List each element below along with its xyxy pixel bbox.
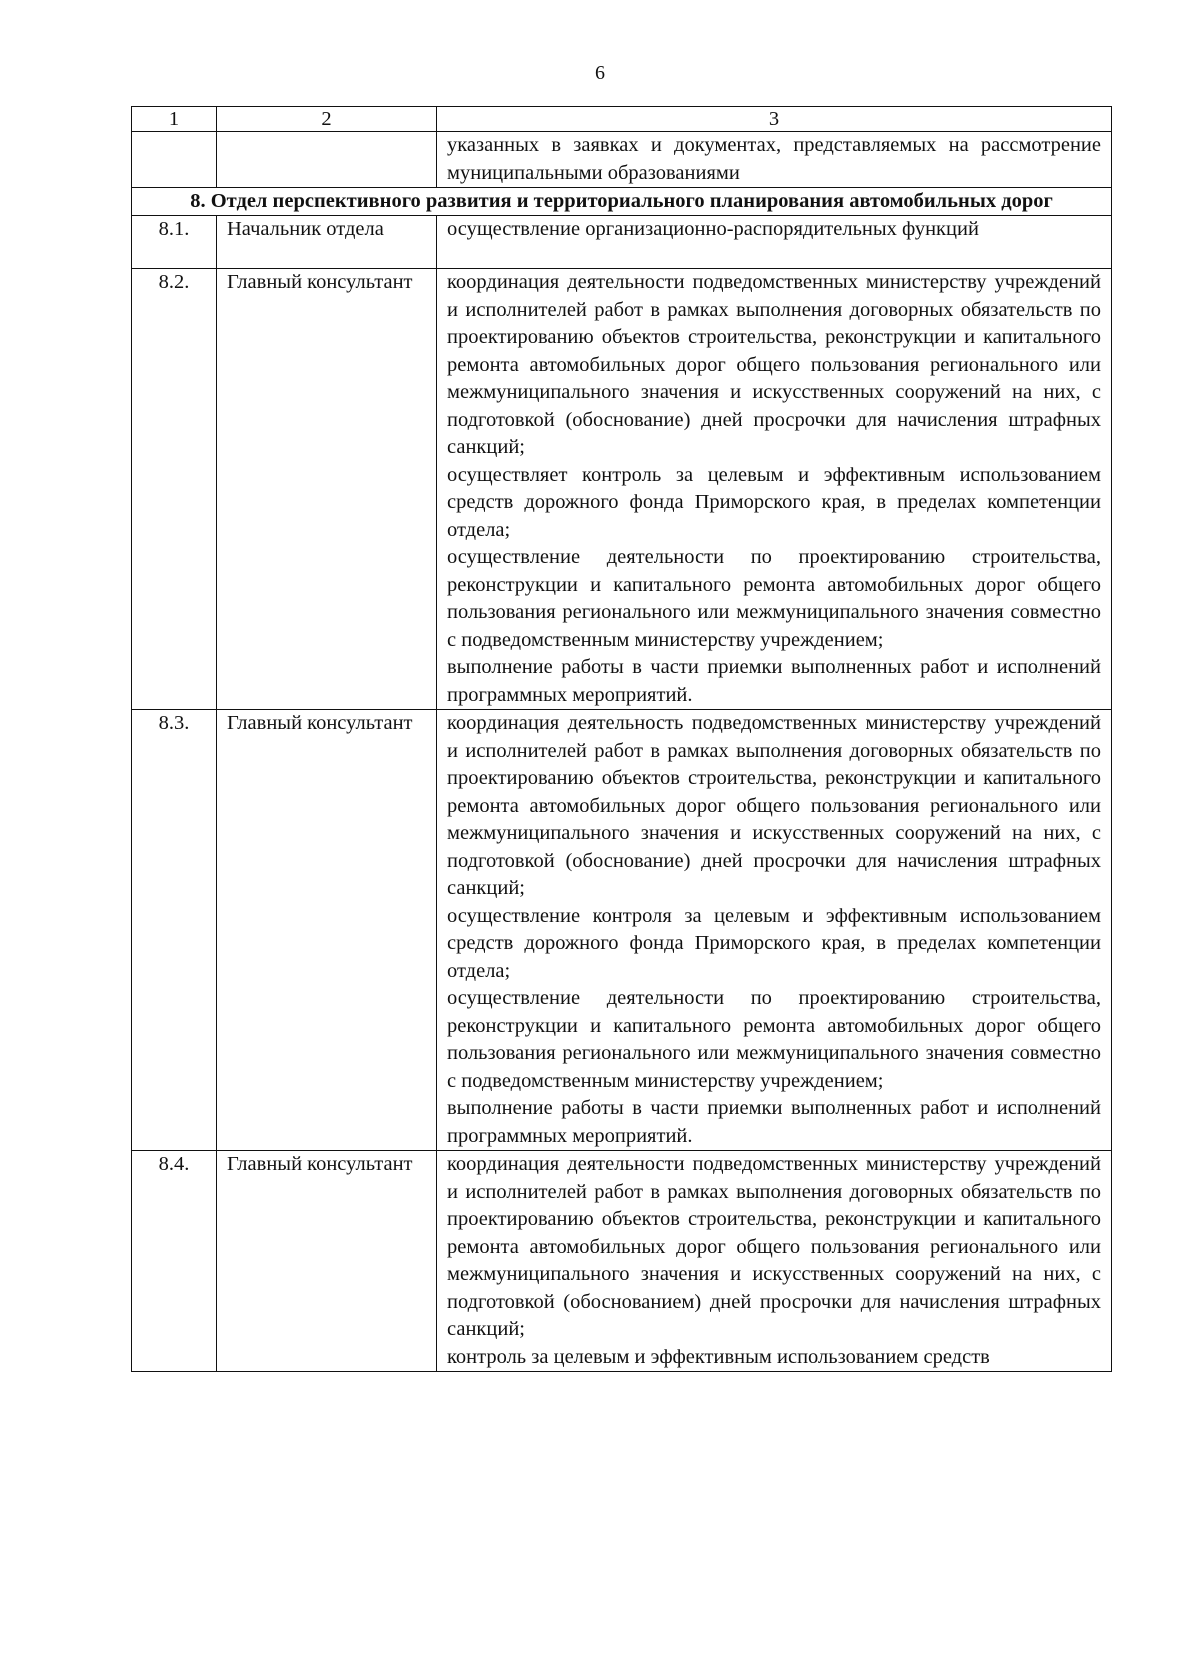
duty-paragraph: выполнение работы в части приемки выполненных работ и исполнений программных мероприятий.	[447, 1097, 1101, 1147]
row-duties	[437, 269, 1112, 710]
column-header-1: 1	[132, 107, 217, 132]
duty-paragraph: координация деятельности подведомственных министерству учреждений и исполнителей работ в рамках выполнения договорных обязательств по проектированию объектов строительства, реконструкции и капитального ремонта автомобильных дорог общего пользования регионального или межмуниципального значения и искусственных сооружений на них, с подготовкой (обоснованием) дней просрочки для начисления штрафных санкций;	[447, 1153, 1101, 1340]
duty-paragraph: выполнение работы в части приемки выполненных работ и исполнений программных мероприятий.	[447, 656, 1101, 706]
duty-paragraph: координация деятельность подведомственных министерству учреждений и исполнителей работ в рамках выполнения договорных обязательств по проектированию объектов строительства, реконструкции и капитального ремонта автомобильных дорог общего пользования регионального или межмуниципального значения и искусственных сооружений на них, с подготовкой (обоснование) дней просрочки для начисления штрафных санкций;	[447, 712, 1101, 899]
duty-paragraph: осуществление организационно-распорядительных функций	[447, 218, 979, 240]
row-number: 8.3.	[132, 710, 217, 1151]
row-number: 8.2.	[132, 269, 217, 710]
duty-paragraph: координация деятельности подведомственных министерству учреждений и исполнителей работ в рамках выполнения договорных обязательств по проектированию объектов строительства, реконструкции и капитального ремонта автомобильных дорог общего пользования регионального или межмуниципального значения и искусственных сооружений на них, с подготовкой (обоснование) дней просрочки для начисления штрафных санкций;	[447, 271, 1101, 458]
section-row	[132, 188, 1112, 216]
section-title: 8. Отдел перспективного развития и территориального планирования автомобильных дорог	[132, 188, 1112, 216]
row-duties	[437, 710, 1112, 1151]
row-number: 8.4.	[132, 1151, 217, 1372]
row-role: Главный консультант	[217, 710, 437, 1151]
row-duties	[437, 1151, 1112, 1372]
responsibilities-table	[131, 106, 1112, 1372]
column-header-2: 2	[217, 107, 437, 132]
continuation-text: указанных в заявках и документах, представляемых на рассмотрение муниципальными образованиями	[437, 132, 1112, 188]
row-role: Главный консультант	[217, 269, 437, 710]
row-role: Начальник отдела	[217, 216, 437, 269]
page-number: 6	[595, 62, 605, 84]
row-duties	[437, 216, 1112, 269]
duty-paragraph: осуществление деятельности по проектированию строительства, реконструкции и капитального ремонта автомобильных дорог общего пользования регионального или межмуниципального значения совместно с подведомственным министерству учреждением;	[447, 546, 1101, 651]
duty-paragraph: контроль за целевым и эффективным использованием средств	[447, 1345, 990, 1368]
duty-paragraph: осуществление контроля за целевым и эффективным использованием средств дорожного фонда Приморского края, в пределах компетенции отдела;	[447, 904, 1101, 982]
table-header-row	[132, 107, 1112, 132]
empty-cell	[132, 132, 217, 188]
row-number: 8.1.	[132, 216, 217, 269]
duty-paragraph: осуществление деятельности по проектированию строительства, реконструкции и капитального ремонта автомобильных дорог общего пользования регионального или межмуниципального значения совместно с подведомственным министерству учреждением;	[447, 987, 1101, 1092]
continuation-row	[132, 132, 1112, 188]
duty-paragraph: осуществляет контроль за целевым и эффективным использованием средств дорожного фонда Приморского края, в пределах компетенции отдела;	[447, 463, 1101, 541]
row-role: Главный консультант	[217, 1151, 437, 1372]
table-row	[132, 216, 1112, 269]
table-row	[132, 710, 1112, 1151]
table-row	[132, 1151, 1112, 1372]
column-header-3: 3	[437, 107, 1112, 132]
empty-cell	[217, 132, 437, 188]
table-row	[132, 269, 1112, 710]
